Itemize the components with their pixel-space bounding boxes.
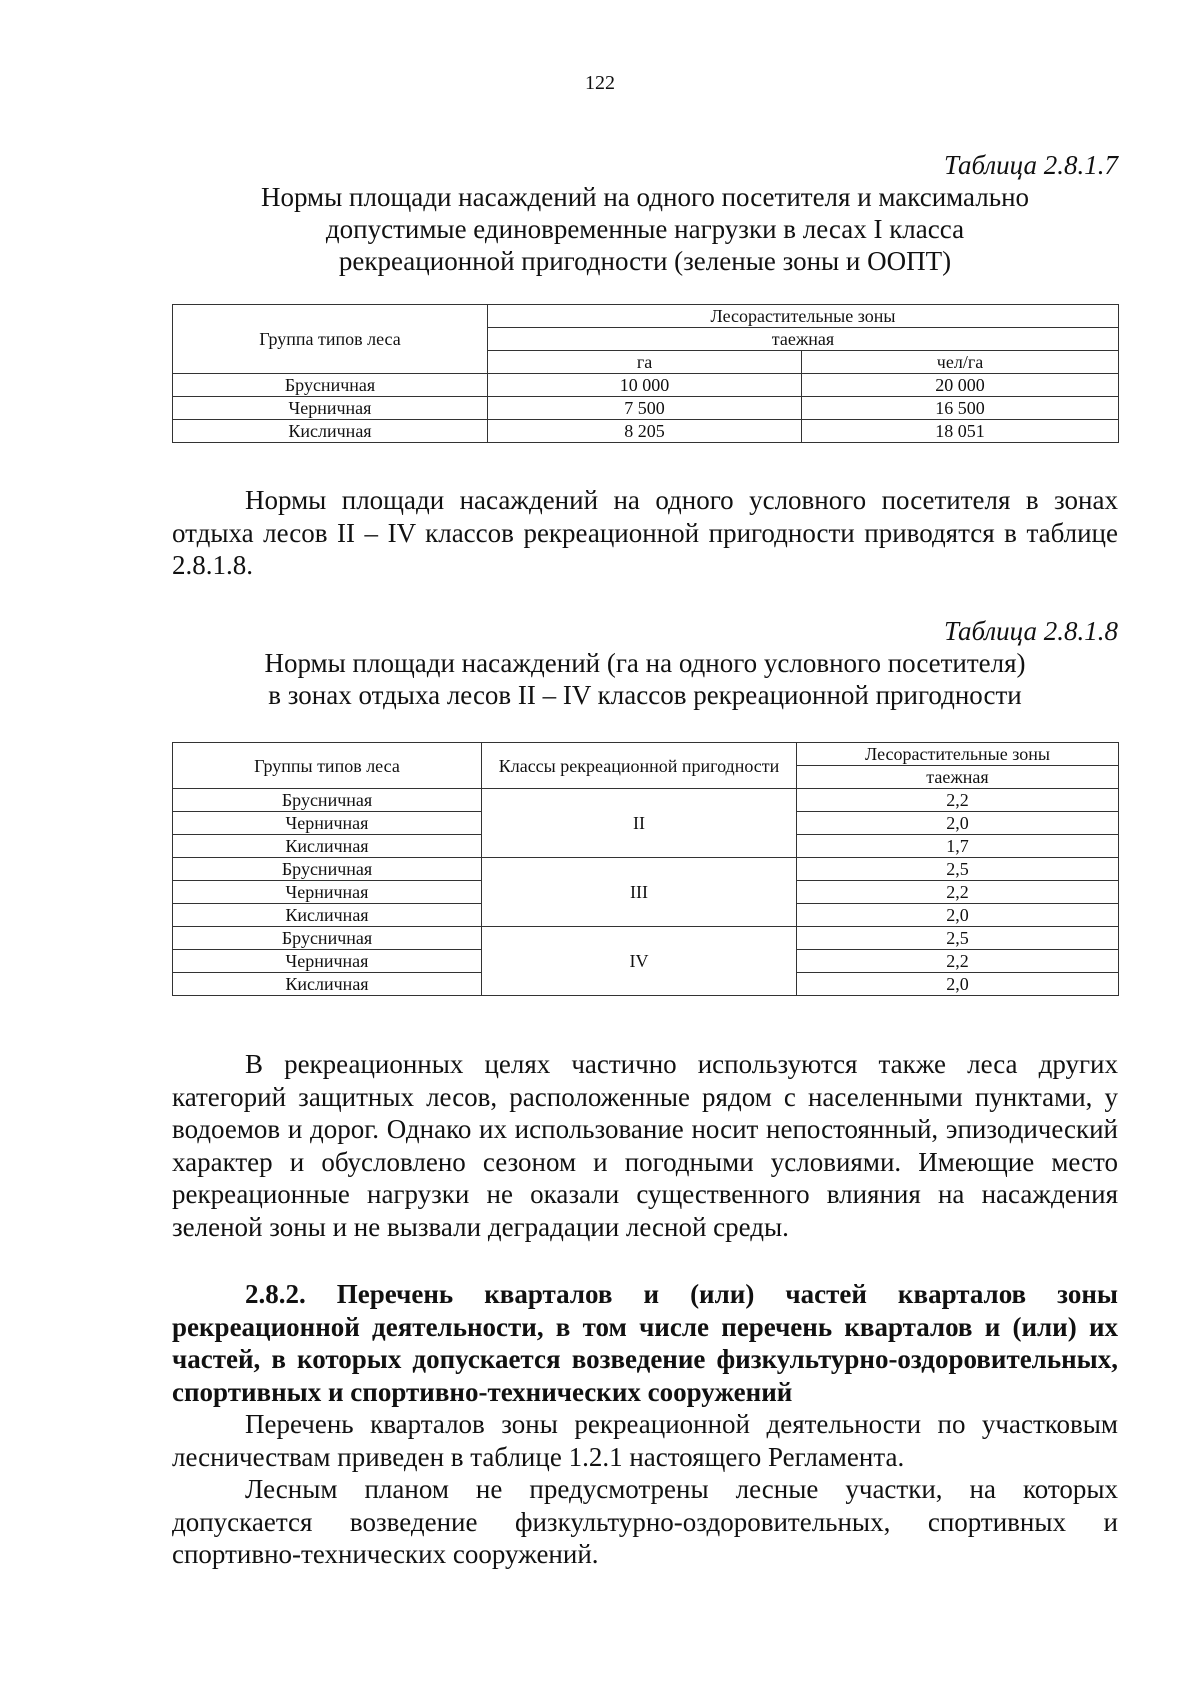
table-cell-value: 2,0 (797, 812, 1119, 835)
table-cell-ha: 8 205 (488, 420, 802, 443)
table1-title-line: допустимые единовременные нагрузки в лесах I класса (325, 214, 965, 244)
table-cell-class: III (482, 858, 797, 927)
table-cell-group: Брусничная (173, 374, 488, 397)
table-cell-group: Брусничная (173, 789, 482, 812)
table-cell-group: Черничная (173, 950, 482, 973)
table-cell-value: 2,0 (797, 904, 1119, 927)
section-heading: 2.8.2. Перечень кварталов и (или) частей кварталов зоны рекреационной деятельности, в том числе перечень кварталов и (или) их частей, в которых допускается возведение физкультурно-оздоровительных, спортивных и спортивно-технических сооружений (172, 1279, 1118, 1407)
table-row (173, 789, 1119, 812)
table2-title (172, 647, 1118, 711)
paragraph-recreation: В рекреационных целях частично используются также леса других категорий защитных лесов, расположенные рядом с населенными пунктами, у водоемов и дорог. Однако их использование носит непостоянный, эпизодический характер и обусловлено сезоном и погодными условиями. Имеющие место рекреационные нагрузки не оказали существенного влияния на насаждения зеленой зоны и не вызвали деградации лесной среды. (172, 1049, 1118, 1242)
table-cell-ha: 7 500 (488, 397, 802, 420)
paragraph-quarters-list: Перечень кварталов зоны рекреационной деятельности по участковым лесничествам приведен в таблице 1.2.1 настоящего Регламента. (172, 1409, 1118, 1472)
table-cell-group: Кисличная (173, 835, 482, 858)
table1-header-ha: га (488, 351, 802, 374)
table2-title-line: Нормы площади насаждений (га на одного условного посетителя) (264, 648, 1026, 678)
table-cell-value: 2,2 (797, 950, 1119, 973)
table-cell-group: Кисличная (173, 973, 482, 996)
page-number: 122 (585, 72, 615, 94)
table2-title-line: в зонах отдыха лесов II – IV классов рекреационной пригодности (268, 680, 1022, 710)
table-row (173, 858, 1119, 881)
table-cell-value: 2,0 (797, 973, 1119, 996)
paragraph-forest-plan: Лесным планом не предусмотрены лесные участки, на которых допускается возведение физкультурно-оздоровительных, спортивных и спортивно-технических сооружений. (172, 1474, 1118, 1569)
table-cell-group: Черничная (173, 881, 482, 904)
table1-header-zone: таежная (488, 328, 1119, 351)
table2-header-classes: Классы рекреационной пригодности (482, 743, 797, 789)
table1 (172, 304, 1119, 443)
table-cell-value: 2,2 (797, 789, 1119, 812)
table-cell-people: 18 051 (802, 420, 1119, 443)
table-cell-people: 16 500 (802, 397, 1119, 420)
table-cell-group: Брусничная (173, 927, 482, 950)
table1-header-row (173, 305, 1119, 328)
table1-title (172, 181, 1118, 277)
table-cell-people: 20 000 (802, 374, 1119, 397)
table-row (173, 374, 1119, 397)
table2-caption: Таблица 2.8.1.8 (943, 616, 1118, 646)
table-row (173, 397, 1119, 420)
paragraph-intro-table2: Нормы площади насаждений на одного условного посетителя в зонах отдыха лесов II – IV классов рекреационной пригодности приводятся в таблице 2.8.1.8. (172, 485, 1118, 580)
table-cell-group: Брусничная (173, 858, 482, 881)
table-cell-group: Кисличная (173, 904, 482, 927)
table2-header-groups: Группы типов леса (173, 743, 482, 789)
table-cell-group: Черничная (173, 812, 482, 835)
table2-header-row (173, 743, 1119, 766)
table1-caption: Таблица 2.8.1.7 (943, 150, 1118, 180)
table1-title-line: Нормы площади насаждений на одного посетителя и максимально (260, 182, 1030, 212)
table2-header-zone: таежная (797, 766, 1119, 789)
table2 (172, 742, 1119, 996)
table-cell-value: 2,5 (797, 927, 1119, 950)
table1-header-group: Группа типов леса (173, 305, 488, 374)
table1-header-people: чел/га (802, 351, 1119, 374)
table-row (173, 420, 1119, 443)
table-cell-ha: 10 000 (488, 374, 802, 397)
table-cell-value: 1,7 (797, 835, 1119, 858)
table-cell-class: IV (482, 927, 797, 996)
table2-header-zones: Лесорастительные зоны (797, 743, 1119, 766)
table-cell-class: II (482, 789, 797, 858)
table-cell-value: 2,2 (797, 881, 1119, 904)
table-cell-group: Черничная (173, 397, 488, 420)
table-cell-value: 2,5 (797, 858, 1119, 881)
table1-header-zones: Лесорастительные зоны (488, 305, 1119, 328)
table-row (173, 927, 1119, 950)
table-cell-group: Кисличная (173, 420, 488, 443)
table1-title-line: рекреационной пригодности (зеленые зоны и ООПТ) (338, 246, 952, 276)
